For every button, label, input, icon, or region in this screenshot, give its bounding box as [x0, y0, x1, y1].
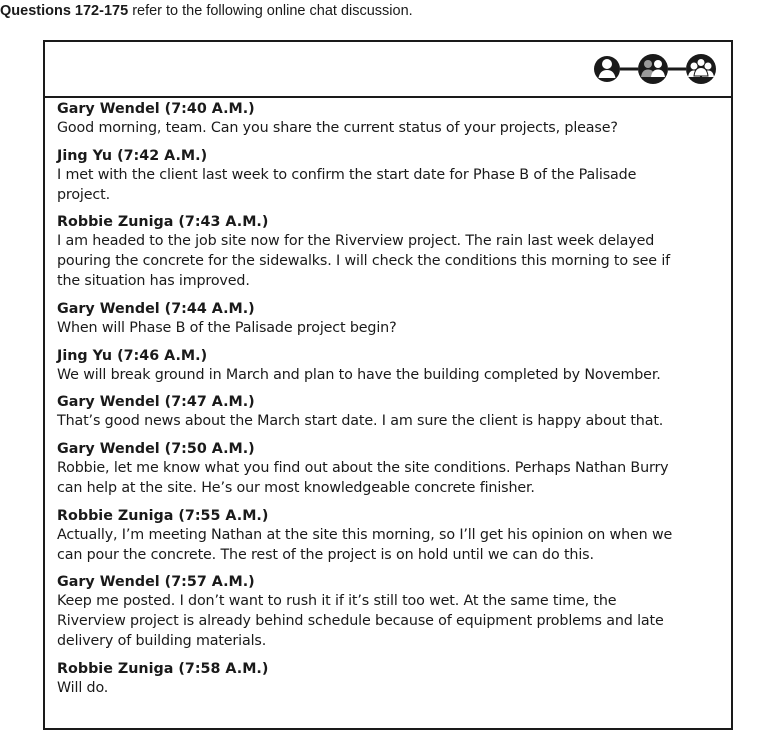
chat-message [57, 100, 721, 139]
message-text [57, 319, 721, 339]
message-line: Robbie, let me know what you find out about the site conditions. Perhaps Nathan Burry [57, 460, 669, 477]
message-text [57, 412, 721, 432]
message-line: Will do. [57, 679, 109, 696]
message-author: Gary Wendel (7:44 A.M.) [57, 300, 255, 317]
chat-message [57, 440, 721, 499]
chat-message [57, 660, 721, 699]
message-line: I met with the client last week to confirm the start date for Phase B of the Palisade [57, 166, 637, 183]
message-author: Gary Wendel (7:57 A.M.) [57, 574, 255, 591]
message-line: the situation has improved. [57, 272, 250, 289]
message-line: Keep me posted. I don’t want to rush it if it’s still too wet. At the same time, the [57, 593, 617, 610]
message-line: pouring the concrete for the sidewalks. I will check the conditions this morning to see if [57, 253, 671, 270]
user-icon [594, 56, 620, 82]
message-text [57, 232, 721, 291]
chat-participants-icons [594, 52, 718, 86]
chat-message [57, 507, 721, 566]
user-group-icon [686, 54, 716, 84]
message-author: Robbie Zuniga (7:58 A.M.) [57, 660, 269, 677]
message-line: project. [57, 186, 110, 203]
message-author: Gary Wendel (7:50 A.M.) [57, 441, 255, 458]
message-text [57, 166, 721, 206]
message-line: Good morning, team. Can you share the current status of your projects, please? [57, 120, 618, 136]
chat-window [43, 40, 733, 730]
message-line: can pour the concrete. The rest of the project is on hold until we can do this. [57, 546, 594, 563]
message-text [57, 526, 721, 566]
user-pair-icon [638, 54, 668, 84]
message-author: Robbie Zuniga (7:55 A.M.) [57, 507, 269, 524]
chat-message [57, 147, 721, 206]
question-header [0, 3, 413, 19]
message-text [57, 119, 721, 139]
message-text [57, 592, 721, 651]
message-author: Robbie Zuniga (7:43 A.M.) [57, 214, 269, 231]
message-text [57, 366, 721, 386]
chat-message [57, 213, 721, 291]
message-author: Jing Yu (7:46 A.M.) [57, 347, 208, 364]
message-line: Actually, I’m meeting Nathan at the site this morning, so I’ll get his opinion on when we [57, 526, 673, 543]
message-line: I am headed to the job site now for the Riverview project. The rain last week delayed [57, 233, 655, 250]
message-text [57, 679, 721, 699]
chat-message [57, 300, 721, 339]
message-line: delivery of building materials. [57, 632, 267, 649]
message-text [57, 459, 721, 499]
chat-message [57, 573, 721, 651]
message-author: Gary Wendel (7:47 A.M.) [57, 394, 255, 411]
message-line: When will Phase B of the Palisade project begin? [57, 319, 397, 336]
message-list [57, 100, 721, 707]
chat-message [57, 393, 721, 432]
message-line: That’s good news about the March start date. I am sure the client is happy about that. [57, 413, 664, 430]
chat-icon-bar [45, 42, 731, 98]
message-author: Jing Yu (7:42 A.M.) [57, 147, 208, 164]
message-line: Riverview project is already behind schedule because of equipment problems and late [57, 613, 664, 630]
question-range: Questions 172-175 [0, 3, 129, 19]
message-line: We will break ground in March and plan to have the building completed by November. [57, 366, 661, 383]
message-author: Gary Wendel (7:40 A.M.) [57, 101, 255, 117]
message-line: can help at the site. He’s our most knowledgeable concrete finisher. [57, 479, 535, 496]
question-intro: refer to the following online chat discussion. [132, 3, 413, 19]
chat-message [57, 347, 721, 386]
